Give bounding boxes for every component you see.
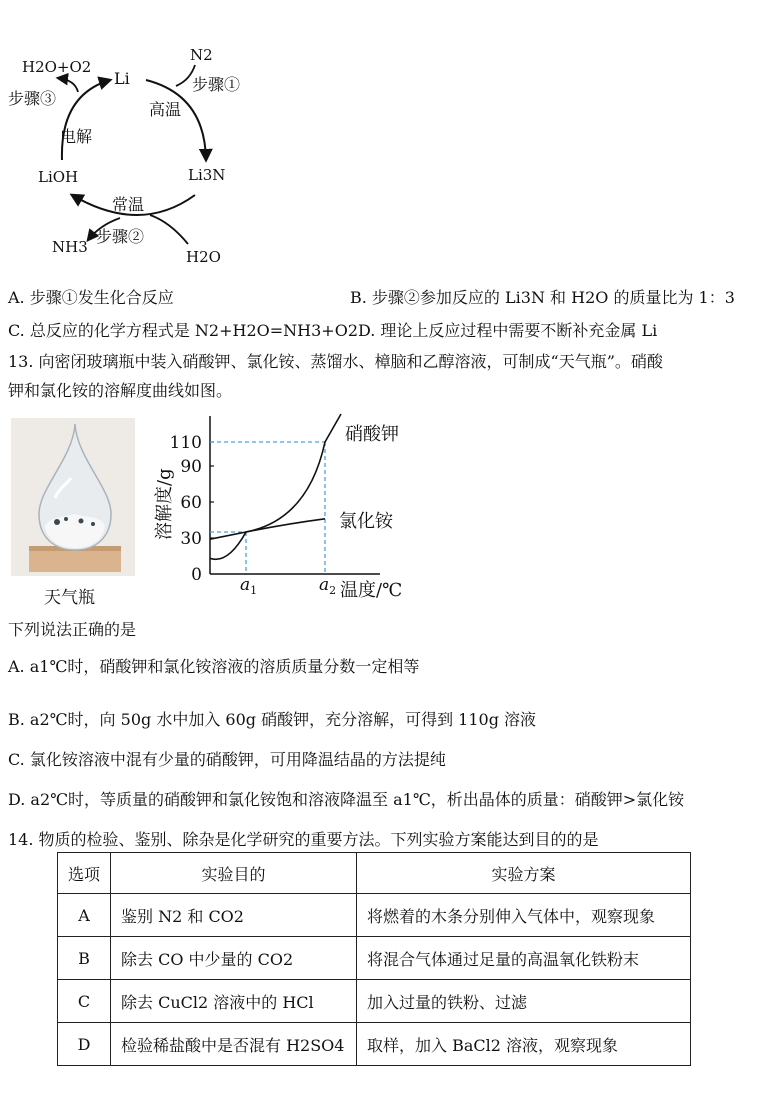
- q12-option-d: D. 理论上反应过程中需要不断补充金属 Li: [358, 321, 658, 340]
- q13-stem-line2: 钾和氯化铵的溶解度曲线如图。: [8, 381, 233, 400]
- table-row: [58, 980, 691, 1023]
- label-electrolysis: 电解: [60, 127, 93, 146]
- q13-prompt: 下列说法正确的是: [8, 620, 137, 639]
- table-cell-option: C: [58, 980, 111, 1023]
- table-cell-option: B: [58, 937, 111, 980]
- node-lioh: LiOH: [38, 168, 79, 186]
- table-row: [58, 1023, 691, 1066]
- arrow-lioh-to-li: [62, 80, 110, 160]
- table-cell-plan: 将混合气体通过足量的高温氧化铁粉末: [357, 937, 691, 980]
- q13-option-a: A. a1℃时，硝酸钾和氯化铵溶液的溶质质量分数一定相等: [8, 657, 420, 676]
- label-high-temp: 高温: [149, 100, 182, 119]
- x-axis-title: 温度/℃: [340, 580, 403, 601]
- y-tick-label: 30: [180, 529, 202, 549]
- table-cell-goal: 除去 CuCl2 溶液中的 HCl: [111, 980, 357, 1023]
- label-step1: 步骤①: [192, 75, 241, 94]
- series-label-kno3: 硝酸钾: [345, 424, 399, 445]
- x-tick-label: $a_2$: [319, 575, 337, 597]
- table-header-goal: 实验目的: [111, 853, 357, 894]
- y-axis-title: 溶解度/g: [154, 468, 175, 540]
- table-header-option: 选项: [58, 853, 111, 894]
- solubility-chart: [150, 410, 420, 605]
- q12-option-b: B. 步骤②参加反应的 Li3N 和 H2O 的质量比为 1：3: [350, 288, 735, 307]
- y-tick-label: 90: [180, 457, 202, 477]
- q14-stem: 14. 物质的检验、鉴别、除杂是化学研究的重要方法。下列实验方案能达到目的的是: [8, 830, 599, 849]
- series-label-nh4cl: 氯化铵: [339, 510, 393, 532]
- table-row: [58, 894, 691, 937]
- label-room-temp: 常温: [112, 195, 145, 214]
- weather-flask-photo: [11, 418, 135, 576]
- q12-option-c: C. 总反应的化学方程式是 N2+H2O=NH3+O2: [8, 321, 359, 340]
- node-h2o: H2O: [186, 248, 221, 266]
- label-step2: 步骤②: [96, 227, 145, 246]
- table-cell-option: D: [58, 1023, 111, 1066]
- table-cell-option: A: [58, 894, 111, 937]
- y-tick-label: 0: [191, 565, 202, 585]
- table-header-plan: 实验方案: [357, 853, 691, 894]
- table-cell-goal: 检验稀盐酸中是否混有 H2SO4: [111, 1023, 357, 1066]
- q14-options-table: [57, 852, 691, 1066]
- q13-stem-line1: 13. 向密闭玻璃瓶中装入硝酸钾、氯化铵、蒸馏水、樟脑和乙醇溶液，可制成“天气瓶”。硝酸: [8, 352, 663, 371]
- x-tick-label: $a_1$: [240, 575, 258, 597]
- table-cell-plan: 取样，加入 BaCl2 溶液，观察现象: [357, 1023, 691, 1066]
- y-tick-label: 110: [169, 433, 202, 453]
- q13-option-c: C. 氯化铵溶液中混有少量的硝酸钾，可用降温结晶的方法提纯: [8, 750, 446, 769]
- node-li: Li: [114, 69, 130, 88]
- reaction-cycle-diagram: [0, 0, 300, 280]
- table-cell-goal: 除去 CO 中少量的 CO2: [111, 937, 357, 980]
- node-nh3: NH3: [52, 238, 88, 256]
- photo-caption: 天气瓶: [44, 588, 95, 608]
- series-line-kno3: [210, 414, 341, 559]
- label-step3: 步骤③: [8, 89, 57, 108]
- series-line-nh4cl: [210, 519, 325, 539]
- q13-option-b: B. a2℃时，向 50g 水中加入 60g 硝酸钾，充分溶解，可得到 110g 溶液: [8, 710, 537, 729]
- q12-option-a: A. 步骤①发生化合反应: [8, 288, 174, 307]
- table-header-row: [58, 853, 691, 894]
- arrow-h2o-in: [150, 215, 188, 244]
- table-cell-goal: 鉴别 N2 和 CO2: [111, 894, 357, 937]
- table-cell-plan: 加入过量的铁粉、过滤: [357, 980, 691, 1023]
- q13-option-d: D. a2℃时，等质量的硝酸钾和氯化铵饱和溶液降温至 a1℃，析出晶体的质量：硝酸钾>氯化铵: [8, 790, 685, 809]
- node-li3n: Li3N: [188, 166, 226, 184]
- node-h2o-o2: H2O+O2: [22, 58, 92, 76]
- table-cell-plan: 将燃着的木条分别伸入气体中，观察现象: [357, 894, 691, 937]
- y-tick-label: 60: [180, 493, 202, 513]
- node-n2: N2: [190, 46, 213, 64]
- arrow-h2o-o2-out: [58, 78, 78, 92]
- table-row: [58, 937, 691, 980]
